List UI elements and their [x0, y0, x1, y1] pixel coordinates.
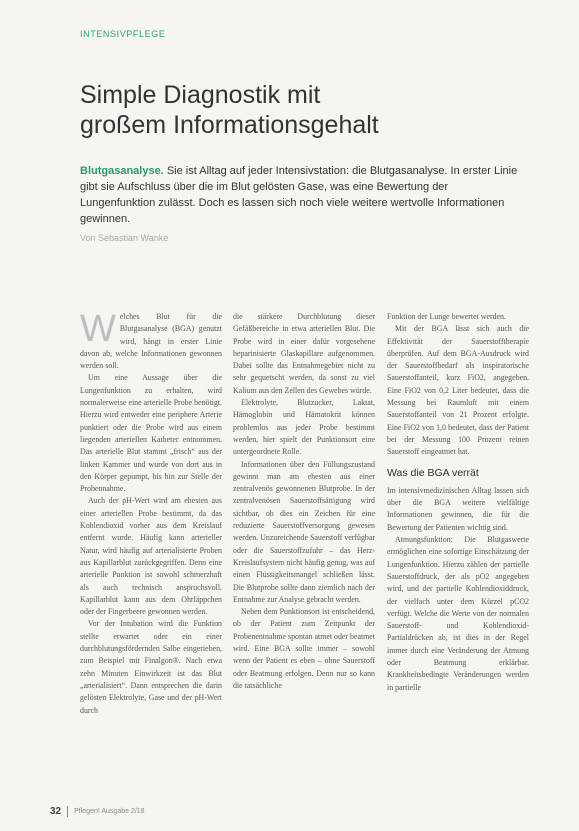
paragraph-text: elches Blut für die Blutgasanalyse (BGA) genutzt wird, hängt in erster Linie davon ab, welche Informationen gewonnen werden soll. — [80, 312, 222, 371]
paragraph: Auch der pH-Wert wird am ehesten aus einer arteriellen Probe bestimmt, da das Kohlendioxid vorher aus dem Kreislauf entfernt wurde. Häufig kann arterieller Natur, wird häufig auf arterialisierte Proben aus Kapillarblut zurückgegriffen. Denn eine arterielle Punktion ist sowohl schmerzhaft als auch technisch anspruchsvoll. Kapillarblut kann aus dem Ohrläppchen oder der Fingerbeere gewonnen werden. — [80, 496, 222, 617]
paragraph: Funktion der Lunge bewertet werden. — [387, 312, 506, 321]
paragraph: die stärkere Durchblutung dieser Gefäßbereiche in etwa arteriellen Blut. Die Probe wird in einer dafür vorgesehene heparinisierte Glaskapillare aufgenommen. Dabei sollte das Entnahmegebiet nicht zu sehr gequetscht werden, da sonst zu viel Kalium aus den Zellen des Gewebes würde. — [233, 312, 375, 395]
text-column-3 — [387, 311, 529, 694]
page-number: 32 — [50, 806, 62, 817]
title-line-2: großem Informationsgehalt — [80, 111, 379, 139]
author-byline: Von Sebastian Wanke — [80, 233, 169, 243]
paragraph: Um eine Aussage über die Lungenfunktion zu erhalten, wird normalerweise eine arterielle Probe benötigt. Hierzu wird entweder eine periphere Arterie punktiert oder die Probe wird aus einem liegenden arteriellen Katheter entnommen. Das arterielle Blut stammt „frisch“ aus der linken Kammer und wurde von dort aus in den Körper gepumpt, bis hin zur Stelle der Probennahme. — [80, 373, 222, 494]
section-label: INTENSIVPFLEGE — [80, 29, 166, 39]
paragraph: Atmungsfunktion: Die Blutgaswerte ermöglichen eine sofortige Einschätzung der Lungenfunktion. Hierzu zählen der partielle Sauerstoffdruck, der als pO2 angegeben wird, und der partielle Kohlendioxiddruck, der vielfach unter dem Kürzel pCO2 verfügt. Welche die Werte von der normalen Sauerstoff- und Kohlendioxid-Partialdrücken ab, ist dies in der Regel immer durch eine Veränderung der Atmung oder Beatmung erklärbar. Krankheitsbedingte Veränderungen werden in partielle — [387, 535, 529, 692]
lead-paragraph — [80, 163, 526, 227]
paragraph: Neben dem Punktionsort ist entscheidend, ob der Patient zum Zeitpunkt der Probenentnahme spontan atmet oder beatmet wird. Eine BGA sollte immer – sowohl wenn der Patient es eben – ohne Sauerstoff oder Beatmung erfolgen. Denn nur so kann die tatsächliche — [233, 607, 375, 690]
paragraph: Vor der Intubation wird die Funktion stellte erwartet oder ein einer durchblutungsfördernden Salbe eingerieben, zum Beispiel mit Finalgon®. Nach etwa zehn Minuten Einwirkzeit ist das Blut „arterialisiert“. Dann entsprechen die darin gelösten Elektrolyte, Gase und der pH-Wert durch — [80, 619, 222, 715]
paragraph — [80, 308, 222, 372]
footer-divider — [67, 806, 68, 817]
subheading: Was die BGA verrät — [387, 466, 479, 479]
paragraph: Mit der BGA lässt sich auch die Effektivität der Sauerstofftherapie überprüfen. Auf dem BGA-Ausdruck wird der Sauerstoffbedarf als inspiratorische Sauerstoffanteil, kurz FiO2, angegeben. Eine FiO2 von 0,2 Liter bedeutet, dass die Messung bei Raumluft mit einem Sauerstoffanteil von 21 Prozent erfolgte. Eine FiO2 von 1,0 bedeutet, dass der Patient bei der Messung 100 Prozent reinen Sauerstoff eingeatmet hat. — [387, 324, 529, 457]
article-title — [80, 80, 520, 140]
paragraph: Elektrolyte, Blutzucker, Laktat, Hämoglobin und Hämatokrit können problemlos aus jeder Probe bestimmt werden, hier spielt der Punktionsort eine untergeordnete Rolle. — [233, 398, 375, 457]
paragraph: Im intensivmedizinischen Alltag lassen sich über die BGA weitere vielfältige Informationen gewinnen, die für die Bewertung der Patienten wichtig sind. — [387, 485, 529, 532]
drop-cap: W — [80, 308, 116, 350]
paragraph: Informationen über den Füllungszustand gewinnt man am ehesten aus einer zentralvenös gewonnenen Blutprobe. In der zentralvenösen Sauerstoffsättigung wird sichtbar, ob dies ein Zeichen für eine reduzierte Sauerstoffversorgung gewesen werden. Unzureichende Sauerstoff verfügbar oder die Sauerstoffzufuhr – das Herz-Kreislaufsystem nicht häufig genug, was auf einen Flüssigkeitsmangel schließen lässt. Die Blutprobe sollte dann ziemlich nach der Entnahme zur Analyse gebracht werden. — [233, 459, 375, 604]
lead-keyword: Blutgasanalyse. — [80, 165, 164, 177]
text-column-2 — [233, 311, 375, 692]
title-line-1: Simple Diagnostik mit — [80, 81, 321, 109]
text-column-1 — [80, 308, 222, 717]
magazine-name: Pflegen! Ausgabe 2/18 — [74, 808, 145, 815]
lead-text: Sie ist Alltag auf jeder Intensivstation: die Blutgasanalyse. In erster Linie gibt sie Aufschluss über die im Blut gelösten Gase, was eine Bewertung der Lungenfunktion zulässt. Doch es lassen sich noch viele weitere wertvolle Informationen gewinnen. — [80, 165, 518, 225]
page-footer — [50, 806, 145, 817]
